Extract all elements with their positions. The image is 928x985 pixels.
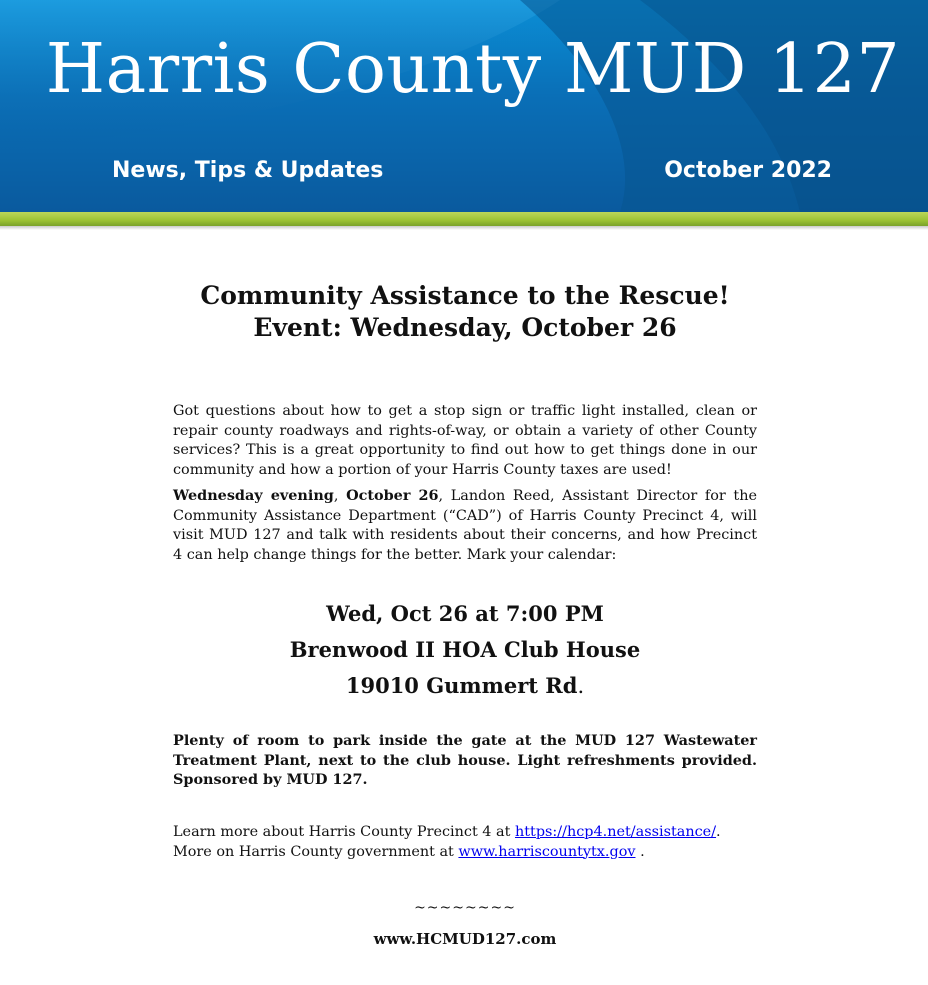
- event-datetime: Wed, Oct 26 at 7:00 PM: [326, 601, 604, 626]
- learn-more-paragraph: [173, 823, 757, 862]
- stripe-shadow: [0, 226, 928, 230]
- bold-october-26: October 26: [346, 487, 439, 504]
- learn-more-text-b: . More on Harris County government at: [173, 824, 721, 860]
- harris-county-gov-link[interactable]: www.harriscountytx.gov: [458, 843, 636, 860]
- newsletter-title: Harris County MUD 127: [45, 30, 901, 109]
- event-description-text: , Landon Reed, Assistant Director for the Community Assistance Department (“CAD”) of Harris County Precinct 4, will visit MUD 127 and talk with residents about their concerns, and how Precinct 4 can help change things for the better. Mark your calendar:: [173, 488, 757, 563]
- event-address: [173, 668, 757, 704]
- headline-line-1: Community Assistance to the Rescue!: [200, 281, 730, 310]
- website-footer: www.HCMUD127.com: [373, 930, 557, 948]
- separator: ,: [333, 488, 347, 504]
- green-stripe: [0, 212, 928, 226]
- parking-paragraph: Plenty of room to park inside the gate at the MUD 127 Wastewater Treatment Plant, next to the club house. Light refreshments provided. Sponsored by MUD 127.: [173, 732, 757, 788]
- event-address-period: .: [577, 674, 585, 698]
- event-details: [173, 596, 757, 704]
- event-address-text: 19010 Gummert Rd: [345, 673, 578, 698]
- event-description-paragraph: [173, 486, 757, 565]
- learn-more-text-c: .: [635, 843, 645, 860]
- learn-more-text-a: Learn more about Harris County Precinct 4 at: [173, 824, 515, 840]
- bold-wednesday-evening: Wednesday evening: [173, 487, 334, 504]
- tilde-divider: ~~~~~~~~: [414, 900, 516, 916]
- newsletter-issue-date: October 2022: [664, 158, 832, 183]
- intro-paragraph: Got questions about how to get a stop sign or traffic light installed, clean or repair county roadways and rights-of-way, or obtain a variety of other County services? This is a great opportunity to find out how to get things done in our community and how a portion of your Harris County taxes are used!: [173, 403, 757, 478]
- article: [173, 280, 757, 948]
- article-headline: [173, 280, 757, 344]
- event-venue: Brenwood II HOA Club House: [289, 637, 641, 662]
- headline-line-2: Event: Wednesday, October 26: [253, 313, 677, 342]
- newsletter-tagline: News, Tips & Updates: [112, 158, 384, 183]
- hcp4-assistance-link[interactable]: https://hcp4.net/assistance/: [514, 824, 717, 840]
- header-banner: [0, 0, 928, 212]
